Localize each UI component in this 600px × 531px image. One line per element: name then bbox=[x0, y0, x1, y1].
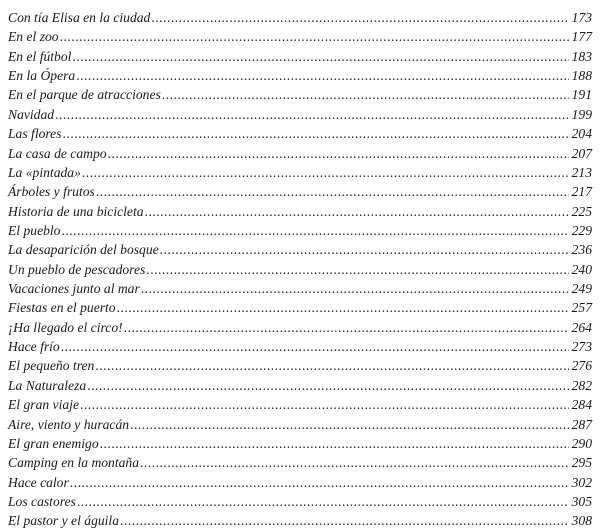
dot-leader bbox=[146, 260, 569, 279]
entry-page-number: 173 bbox=[571, 10, 592, 25]
dot-leader bbox=[76, 66, 569, 85]
toc-entry bbox=[8, 511, 592, 530]
entry-page-number: 276 bbox=[571, 358, 592, 374]
entry-page-number: 188 bbox=[571, 68, 592, 84]
dot-leader bbox=[141, 279, 569, 298]
toc-entry bbox=[8, 318, 592, 337]
entry-title: El gran enemigo bbox=[8, 435, 99, 451]
toc-entry bbox=[8, 85, 592, 104]
entry-page-number: 191 bbox=[571, 87, 592, 103]
entry-title: ¡Ha llegado el circo! bbox=[8, 319, 123, 335]
toc-entry bbox=[8, 240, 592, 259]
entry-page-number: 183 bbox=[571, 48, 592, 64]
entry-page-number: 290 bbox=[571, 435, 592, 451]
dot-leader bbox=[72, 47, 569, 66]
toc-entry bbox=[8, 163, 592, 182]
entry-page-number: 308 bbox=[571, 513, 592, 529]
entry-page-number: 264 bbox=[571, 319, 592, 335]
toc-entry bbox=[8, 337, 592, 356]
toc-entry bbox=[8, 221, 592, 240]
toc-entry bbox=[8, 395, 592, 414]
toc-entry bbox=[8, 27, 592, 46]
entry-page-number: 177 bbox=[571, 29, 592, 45]
entry-page-number: 284 bbox=[571, 397, 592, 413]
entry-page-number: 287 bbox=[571, 416, 592, 432]
dot-leader bbox=[95, 356, 569, 375]
entry-title: El gran viaje bbox=[8, 397, 79, 413]
toc-entry bbox=[8, 47, 592, 66]
toc-entry bbox=[8, 124, 592, 143]
entry-page-number: 282 bbox=[571, 377, 592, 393]
toc-entry bbox=[8, 66, 592, 85]
entry-title: En la Ópera bbox=[8, 68, 76, 84]
entry-title: Árboles y frutos bbox=[8, 184, 95, 200]
dot-leader bbox=[117, 298, 569, 317]
dot-leader bbox=[70, 473, 569, 492]
dot-leader bbox=[60, 27, 569, 46]
toc-entry bbox=[8, 434, 592, 453]
entry-title: La «pintada» bbox=[8, 164, 81, 180]
entry-title: En el zoo bbox=[8, 29, 59, 45]
entry-title: El pastor y el águila bbox=[8, 513, 120, 529]
entry-title: Historia de una bicicleta bbox=[8, 203, 144, 219]
entry-title: Navidad bbox=[8, 106, 55, 122]
toc-entry bbox=[8, 415, 592, 434]
dot-leader bbox=[108, 144, 569, 163]
entry-page-number: 295 bbox=[571, 455, 592, 471]
entry-title: Las flores bbox=[8, 126, 62, 142]
entry-title: Camping en la montaña bbox=[8, 455, 140, 471]
entry-page-number: 199 bbox=[571, 106, 592, 122]
entry-page-number: 249 bbox=[571, 281, 592, 297]
entry-page-number: 240 bbox=[571, 261, 592, 277]
entry-page-number: 217 bbox=[571, 184, 592, 200]
toc-entry bbox=[8, 8, 592, 27]
entry-page-number: 305 bbox=[571, 493, 592, 509]
entry-title: En el parque de atracciones bbox=[8, 87, 161, 103]
toc-entry bbox=[8, 144, 592, 163]
entry-title: Fiestas en el puerto bbox=[8, 300, 116, 316]
entry-title: Vacaciones junto al mar bbox=[8, 281, 140, 297]
entry-page-number: 204 bbox=[571, 126, 592, 142]
toc-entry bbox=[8, 260, 592, 279]
toc-entry bbox=[8, 376, 592, 395]
toc-entry bbox=[8, 473, 592, 492]
entry-page-number: 302 bbox=[571, 474, 592, 490]
dot-leader bbox=[63, 124, 569, 143]
toc-entry bbox=[8, 298, 592, 317]
entry-title: Hace calor bbox=[8, 474, 69, 490]
dot-leader bbox=[55, 105, 569, 124]
dot-leader bbox=[160, 240, 569, 259]
entry-title: Aire, viento y huracán bbox=[8, 416, 130, 432]
dot-leader bbox=[140, 453, 569, 472]
entry-page-number: 225 bbox=[571, 203, 592, 219]
dot-leader bbox=[130, 415, 569, 434]
dot-leader bbox=[162, 85, 569, 104]
toc-entry bbox=[8, 492, 592, 511]
entry-title: La desaparición del bosque bbox=[8, 242, 159, 258]
entry-title: Hace frío bbox=[8, 339, 60, 355]
toc-entry bbox=[8, 105, 592, 124]
toc-entry bbox=[8, 453, 592, 472]
toc-entry bbox=[8, 182, 592, 201]
entry-page-number: 207 bbox=[571, 145, 592, 161]
toc-entry bbox=[8, 202, 592, 221]
entry-title: La Naturaleza bbox=[8, 377, 87, 393]
dot-leader bbox=[61, 221, 569, 240]
dot-leader bbox=[96, 182, 569, 201]
toc-entry bbox=[8, 279, 592, 298]
dot-leader bbox=[124, 318, 569, 337]
entry-page-number: 257 bbox=[571, 300, 592, 316]
dot-leader bbox=[87, 376, 569, 395]
entry-title: Con tía Elisa en la ciudad bbox=[8, 10, 151, 25]
dot-leader bbox=[80, 395, 569, 414]
entry-title: El pueblo bbox=[8, 222, 61, 238]
entry-page-number: 273 bbox=[571, 339, 592, 355]
entry-title: La casa de campo bbox=[8, 145, 107, 161]
entry-title: Los castores bbox=[8, 493, 76, 509]
entry-page-number: 213 bbox=[571, 164, 592, 180]
dot-leader bbox=[61, 337, 569, 356]
dot-leader bbox=[100, 434, 569, 453]
dot-leader bbox=[82, 163, 569, 182]
entry-title: Un pueblo de pescadores bbox=[8, 261, 146, 277]
entry-page-number: 229 bbox=[571, 222, 592, 238]
entry-title: En el fútbol bbox=[8, 48, 72, 64]
dot-leader bbox=[120, 511, 569, 530]
dot-leader bbox=[77, 492, 569, 511]
toc-entry bbox=[8, 356, 592, 375]
dot-leader bbox=[145, 202, 569, 221]
dot-leader bbox=[151, 8, 569, 27]
entry-page-number: 236 bbox=[571, 242, 592, 258]
entry-title: El pequeño tren bbox=[8, 358, 95, 374]
